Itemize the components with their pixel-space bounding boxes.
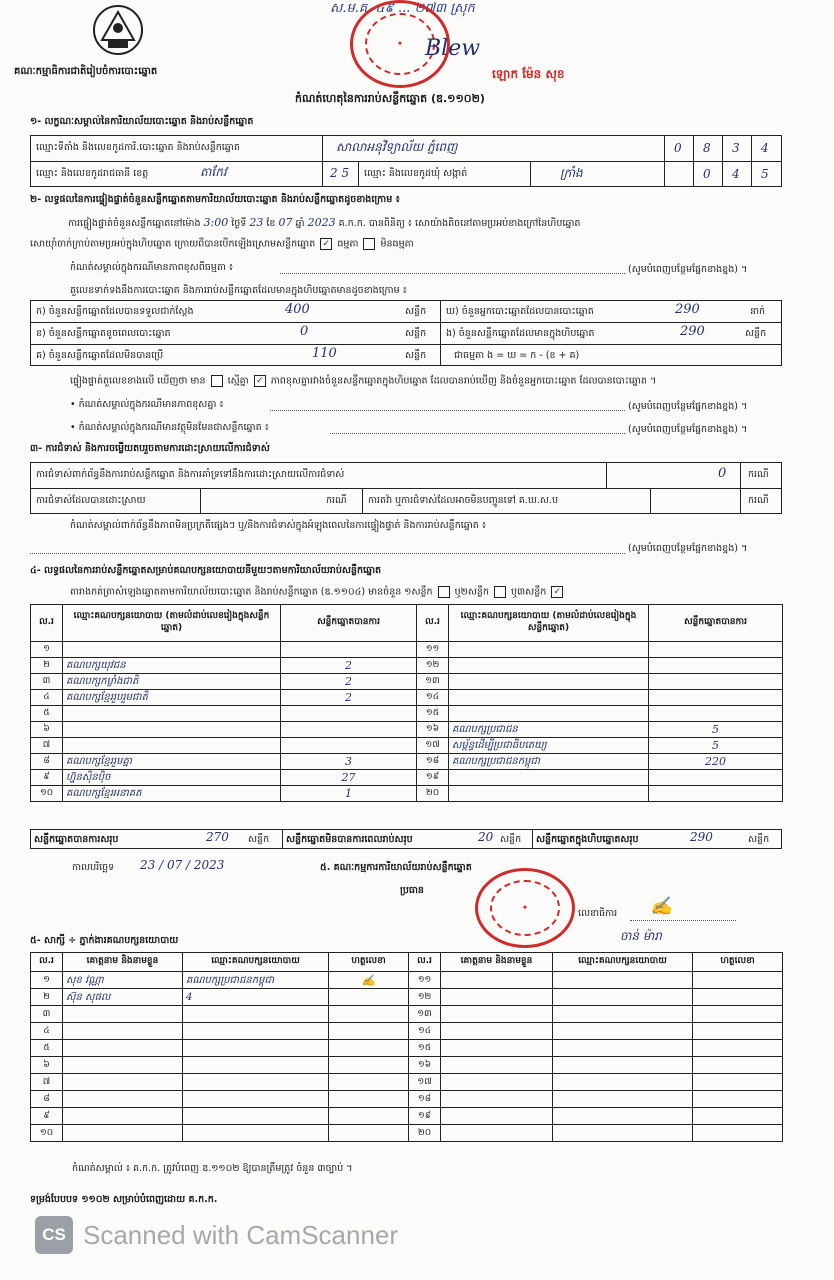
row-number: ២០ (417, 786, 449, 802)
row-number: ១១ (409, 972, 441, 989)
w-col-sign-left: ហត្ថលេខា (329, 953, 409, 972)
valid-votes (649, 658, 783, 674)
row-number: ១២ (417, 658, 449, 674)
total-valid-value: 270 (206, 830, 229, 844)
count-b-value: 0 (300, 324, 309, 339)
witness-party: 4 (183, 989, 329, 1006)
valid-votes (281, 722, 417, 738)
witness-name: ស៊ុន សុផល (63, 989, 183, 1006)
commune-digit-2: 4 (732, 167, 740, 181)
party-name: គណបក្សកម្លាំងជាតិ (63, 674, 281, 690)
witness-name (63, 1023, 183, 1040)
witness-party (553, 1074, 693, 1091)
row-number: ១៤ (409, 1023, 441, 1040)
count-e-value: 290 (680, 324, 705, 339)
camscanner-text: Scanned with CamScanner (83, 1219, 399, 1250)
objection-row1-value: 0 (718, 466, 727, 481)
valid-votes: 3 (281, 754, 417, 770)
witness-signature (693, 1091, 783, 1108)
table-row (31, 1006, 783, 1023)
valid-votes (649, 674, 783, 690)
valid-votes: 2 (281, 690, 417, 706)
row-number: ៧ (31, 738, 63, 754)
table-row (31, 1057, 783, 1074)
valid-votes (649, 690, 783, 706)
col-no-left: ល.រ (31, 605, 63, 642)
party-name: ហ្វ៊ុនស៊ិនប៉ិច (63, 770, 281, 786)
two-sheet-checkbox[interactable] (494, 586, 506, 598)
code-digit-1: 0 (674, 141, 682, 155)
witness-signature (693, 1108, 783, 1125)
witness-signature (329, 1006, 409, 1023)
valid-votes: 2 (281, 674, 417, 690)
valid-votes (649, 770, 783, 786)
party-name (63, 642, 281, 658)
party-name: សម្ព័ន្ធដើម្បីប្រជាធិបតេយ្យ (449, 738, 649, 754)
row-number: ១៤ (417, 690, 449, 706)
section5-note: កំណត់សម្គាល់ ៖ គ.ក.ក. ត្រូវបំពេញ ឌ.១១០២ ឱ្យបានត្រឹមត្រូវ ចំនួន ៣ច្បាប់ ។ (72, 1163, 353, 1174)
section2-intro: តួលេខទាក់ទងនឹងការបោះឆ្នោត និងការរាប់សន្លឹកឆ្នោតដែលមានក្នុងហិបឆ្នោតមានដូចខាងក្រោម ៖ (70, 285, 407, 296)
witness-party (553, 1091, 693, 1108)
row-number: ១៥ (409, 1040, 441, 1057)
row-number: ៤ (31, 690, 63, 706)
secretary-name: ចាន់ ម៉ារា (620, 929, 662, 943)
witness-name (441, 1057, 553, 1074)
three-sheet-checkbox[interactable]: ✓ (551, 586, 563, 598)
witness-name (63, 1057, 183, 1074)
w-col-no-right: ល.រ (409, 953, 441, 972)
table-row (31, 674, 783, 690)
valid-votes: 220 (649, 754, 783, 770)
row-number: ៤ (31, 1023, 63, 1040)
valid-votes (281, 738, 417, 754)
witness-name (441, 972, 553, 989)
section4-title: ៤- លទ្ធផលនៃការរាប់សន្លឹកឆ្នោតសម្រាប់គណបក្សនយោបាយនីមួយៗតាមការិយាល័យរាប់សន្លឹកឆ្នោត (30, 565, 382, 576)
table-row (31, 738, 783, 754)
witness-name (63, 1091, 183, 1108)
col-party-right: ឈ្មោះគណបក្សនយោបាយ (តាមលំដាប់លេខរៀងក្នុងសន្លឹកឆ្នោត) (449, 605, 649, 642)
witness-signature (329, 1091, 409, 1108)
witness-signature (329, 1040, 409, 1057)
section5-title: ៥- សាក្សី ÷ ភ្នាក់ងារគណបក្សនយោបាយ (30, 935, 179, 946)
witness-party (183, 1040, 329, 1057)
section2-line2: សោយ៉ាំចាក់ក្រាប់តាមប្រអប់ក្នុងហិបឆ្នោត ក្រោយពីបានបើកឡើងស្រោមសន្លឹកឆ្នោត ✓ ធម្មតា មិនធម្មតា (30, 238, 414, 250)
section2-title: ២- លទ្ធផលនៃការផ្ទៀងផ្ទាត់ចំនួនសន្លឹកឆ្នោតតាមការិយាល័យបោះឆ្នោត និងរាប់សន្លឹកឆ្នោតដូចខាងក្រោម ៖ (30, 194, 400, 205)
table-row (31, 770, 783, 786)
witness-name (441, 1091, 553, 1108)
witness-name: សុខ វណ្ណា (63, 972, 183, 989)
table-row (31, 1023, 783, 1040)
witness-signature (693, 1023, 783, 1040)
row-number: ១៥ (417, 706, 449, 722)
section2-fill-note: (សូមបំពេញបន្ថែមផ្នែកខាងខ្នង) ។ (628, 264, 748, 275)
witness-signature (329, 989, 409, 1006)
witness-name (441, 1006, 553, 1023)
province-code: 2 5 (330, 166, 350, 180)
witness-name (63, 1006, 183, 1023)
witness-name (441, 1074, 553, 1091)
camscanner-logo-icon: CS (35, 1216, 73, 1254)
table-row (31, 690, 783, 706)
valid-votes: 5 (649, 738, 783, 754)
bullet-object: • កំណត់សម្គាល់ក្នុងករណីមានវត្ថុមិនមែនជាសន្លឹកឆ្នោត ៖ (70, 422, 269, 433)
witness-name (441, 1125, 553, 1142)
code-digit-4: 4 (761, 141, 769, 155)
count-e-label: ង) ចំនួនសន្លឹកឆ្នោតដែលមានក្នុងហិបឆ្នោត (446, 328, 595, 339)
party-name (449, 770, 649, 786)
count-b-label: ខ) ចំនួនសន្លឹកឆ្នោតខូចពេលបោះឆ្នោត (36, 328, 171, 339)
col-party-left: ឈ្មោះគណបក្សនយោបាយ (តាមលំដាប់លេខរៀងក្នុងសន្លឹកឆ្នោត) (63, 605, 281, 642)
row-number: ៩ (31, 770, 63, 786)
witness-signature (693, 1006, 783, 1023)
table-row (31, 1108, 783, 1125)
row-number: ១៨ (417, 754, 449, 770)
table-row (31, 989, 783, 1006)
party-name (449, 658, 649, 674)
top-handwriting: ស.ម.គ. ៤៩ ... ២៧៣ ស្រុក (330, 1, 475, 16)
witness-name (441, 1040, 553, 1057)
row-number: ១៩ (417, 770, 449, 786)
witness-signature (329, 1023, 409, 1040)
secretary-label: លេខាធិការ (578, 908, 618, 919)
witness-party (183, 1125, 329, 1142)
row-number: ១ (31, 972, 63, 989)
w-col-name-left: គោត្តនាម និងនាមខ្លួន (63, 953, 183, 972)
witness-party (553, 989, 693, 1006)
section1-row1-label: ឈ្មោះទីតាំង និងលេខកូដការិ.បោះឆ្នោត និងរាប់សន្លឹកឆ្នោត (36, 142, 240, 153)
witness-name (441, 1023, 553, 1040)
valid-votes (649, 706, 783, 722)
table-row (31, 1125, 783, 1142)
table-row (31, 1091, 783, 1108)
witness-name (63, 1125, 183, 1142)
signature: Blew (425, 36, 481, 61)
total-valid-label: សន្លឹកឆ្នោតបានការសរុប (34, 834, 119, 845)
nec-emblem-icon (90, 2, 146, 58)
total-invalid-value: 20 (478, 830, 494, 844)
party-name (449, 706, 649, 722)
witness-party (553, 1108, 693, 1125)
valid-votes (649, 642, 783, 658)
table-row (31, 1074, 783, 1091)
party-name: គណបក្សយុវជន (63, 658, 281, 674)
row-number: ៨ (31, 1091, 63, 1108)
compare-line: ផ្ទៀងផ្ទាត់តួលេខខាងលើ ឃើញថា មាន ស្មើគ្នា ✓ ភាពខុសគ្នារវាងចំនួនសន្លឹកឆ្នោតក្នុងហិបឆ្នោត ដែលបានរាប់ឃើញ និងចំនួនអ្នកបោះឆ្នោត ដែលបានបោះឆ្នោត ។ (70, 375, 657, 387)
witness-party (553, 1057, 693, 1074)
witness-name (63, 1108, 183, 1125)
row-number: ១៣ (409, 1006, 441, 1023)
normal-checkbox[interactable]: ✓ (320, 238, 332, 250)
row-number: ១១ (417, 642, 449, 658)
votes-table (30, 604, 783, 802)
count-c-value: 110 (312, 346, 337, 361)
col-votes-right: សន្លឹកឆ្នោតបានការ (649, 605, 783, 642)
valid-votes (281, 642, 417, 658)
party-name: គណបក្សខ្មែររួមគ្នា (63, 754, 281, 770)
witness-signature (693, 972, 783, 989)
made-on-label: កាលបរិច្ឆេទ (72, 862, 115, 873)
party-name (449, 642, 649, 658)
objection-row1-label: ការជំទាស់ពាក់ព័ន្ធនឹងការរាប់សន្លឹកឆ្នោត និងការគាំទ្រទៅនឹងការដោះស្រាយលើការជំទាស់ (36, 469, 345, 480)
code-digit-3: 3 (732, 141, 740, 155)
commune-name: ក្រាំង (560, 166, 583, 180)
witness-name (441, 989, 553, 1006)
count-day: 23 (249, 216, 264, 229)
stamp-name: ឡោក ម៉ែន សុខ (492, 67, 565, 81)
province-name: តាកែវ (200, 165, 227, 179)
row-number: ៥ (31, 706, 63, 722)
commune-label: ឈ្មោះ និងលេខកូដឃុំ សង្កាត់ (364, 168, 468, 179)
party-name (63, 722, 281, 738)
table-row (31, 786, 783, 802)
compare-yes-checkbox[interactable] (211, 375, 223, 387)
row-number: ១៧ (417, 738, 449, 754)
count-d-label: ឃ) ចំនួនអ្នកបោះឆ្នោតដែលបានបោះឆ្នោត (446, 306, 594, 317)
party-name: គណបក្សខ្មែររួបរួមជាតិ (63, 690, 281, 706)
witness-signature (329, 1057, 409, 1074)
row-number: ១៩ (409, 1108, 441, 1125)
row-number: ១៦ (417, 722, 449, 738)
w-col-name-right: គោត្តនាម និងនាមខ្លួន (441, 953, 553, 972)
section2-line1: ការផ្ទៀងផ្ទាត់ចំនួនសន្លឹកឆ្នោតនៅម៉ោង 3:00 ថ្ងៃទី 23 ខែ 07 ឆ្នាំ 2023 គ.ក.ក. បានពិនិត្យ ៖ សោយ៉ាងតិចនៅតាមប្រអប់ខាងក្រៅនៃហិបឆ្នោត (68, 216, 581, 229)
row-number: ១២ (409, 989, 441, 1006)
witness-signature (693, 1057, 783, 1074)
witness-party (553, 972, 693, 989)
witness-signature (693, 989, 783, 1006)
w-col-no-left: ល.រ (31, 953, 63, 972)
row-number: ៦ (31, 722, 63, 738)
total-box-label: សន្លឹកឆ្នោតក្នុងហិបឆ្នោតសរុប (536, 834, 639, 845)
section2-note-label: កំណត់សម្គាល់ក្នុងករណីមានភាពខុសពីធម្មតា ៖ (70, 262, 234, 273)
total-box-value: 290 (690, 830, 713, 844)
row-number: ១៦ (409, 1057, 441, 1074)
official-stamp-bottom: ✦ (475, 868, 575, 948)
row-number: ២ (31, 989, 63, 1006)
row-number: ១០ (31, 786, 63, 802)
valid-votes: 5 (649, 722, 783, 738)
row-number: ៣ (31, 674, 63, 690)
valid-votes: 2 (281, 658, 417, 674)
objection-note: កំណត់សម្គាល់ពាក់ព័ន្ធនឹងភាពមិនប្រក្រតីផ្សេងៗ ឬ/និងការជំទាស់ក្នុងអំឡុងពេលនៃការផ្ទៀងផ្ទាត់ និងការរាប់សន្លឹកឆ្នោត ៖ (70, 520, 487, 531)
official-stamp-top: ✦ (350, 0, 450, 88)
row-number: ១ (31, 642, 63, 658)
witness-name (63, 1040, 183, 1057)
witness-signature (329, 1108, 409, 1125)
total-invalid-label: សន្លឹកឆ្នោតមិនបានការពេលរាប់សរុប (286, 834, 413, 845)
party-name (449, 690, 649, 706)
witness-party (553, 1023, 693, 1040)
witness-name (63, 1074, 183, 1091)
row-number: ៩ (31, 1108, 63, 1125)
witness-signature (693, 1040, 783, 1057)
row-number: ១៨ (409, 1091, 441, 1108)
objection-forward-label: ការតវ៉ា ឬការជំទាស់ដែលអាចមិនបញ្ជូនទៅ គ.ឃ.ស.ប (368, 495, 558, 506)
witness-party: គណបក្សប្រជាជនកម្ពុជា (183, 972, 329, 989)
party-name (449, 674, 649, 690)
witness-party (553, 1040, 693, 1057)
witness-signature: ✍ (329, 972, 409, 989)
witness-signature (329, 1125, 409, 1142)
row-number: ២០ (409, 1125, 441, 1142)
attach-line: តារាងកត់ត្រាសំឡេងឆ្នោតតាមការិយាល័យបោះឆ្នោត និងរាប់សន្លឹកឆ្នោត (ឌ.១១០៤) មានចំនួន ១សន្លឹក ឬ២សន្លឹក ឬ៣សន្លឹក ✓ (70, 586, 565, 598)
witness-party (183, 1091, 329, 1108)
valid-votes: 27 (281, 770, 417, 786)
witness-party (183, 1108, 329, 1125)
witness-table (30, 952, 783, 1142)
witness-party (183, 1074, 329, 1091)
col-votes-left: សន្លឹកឆ្នោតបានការ (281, 605, 417, 642)
commune-digit-1: 0 (703, 167, 711, 181)
w-col-sign-right: ហត្ថលេខា (693, 953, 783, 972)
witness-party (183, 1006, 329, 1023)
row-number: ១៣ (417, 674, 449, 690)
count-year: 2023 (307, 216, 336, 229)
party-name: គណបក្សប្រជាជនកម្ពុជា (449, 754, 649, 770)
table-row (31, 972, 783, 989)
party-name (63, 738, 281, 754)
form-note: ទម្រង់បែបបទ ១១០២ សម្រាប់បំពេញដោយ គ.ក.ក. (30, 1194, 218, 1205)
row-number: ២ (31, 658, 63, 674)
made-on-date: 23 / 07 / 2023 (140, 858, 225, 872)
table-row (31, 754, 783, 770)
witness-party (553, 1006, 693, 1023)
commission-label: ៥. គណៈកម្មការការិយាល័យរាប់សន្លឹកឆ្នោត (320, 862, 472, 873)
section1-row1-value: សាលាអនុវិទ្យាល័យ ភ្នំពេញ (336, 140, 458, 154)
valid-votes (649, 786, 783, 802)
table-row (31, 706, 783, 722)
table-row (31, 722, 783, 738)
abnormal-checkbox[interactable] (363, 238, 375, 250)
section1-title: ១- លក្ខណៈសម្គាល់នៃការិយាល័យបោះឆ្នោត និងរាប់សន្លឹកឆ្នោត (30, 116, 254, 127)
committee-name: គណៈកម្មាធិការជាតិរៀបចំការបោះឆ្នោត (14, 66, 158, 77)
count-a-label: ក) ចំនួនសន្លឹកឆ្នោតដែលបានទទួលជាក់ស្តែង (36, 306, 194, 317)
row-number: ៨ (31, 754, 63, 770)
one-sheet-checkbox[interactable] (438, 586, 450, 598)
row-number: ៧ (31, 1074, 63, 1091)
bullet-diff: • កំណត់សម្គាល់ក្នុងករណីមានភាពខុសគ្នា ៖ (70, 399, 224, 410)
witness-signature (329, 1074, 409, 1091)
row-number: ៣ (31, 1006, 63, 1023)
form-title: កំណត់ហេតុនៃការរាប់សន្លឹកឆ្នោត (ឌ.១១០២) (295, 92, 485, 105)
valid-votes (281, 706, 417, 722)
count-month: 07 (278, 216, 293, 229)
w-col-party-right: ឈ្មោះគណបក្សនយោបាយ (553, 953, 693, 972)
row-number: ៥ (31, 1040, 63, 1057)
witness-name (441, 1108, 553, 1125)
table-row (31, 1040, 783, 1057)
row-number: ១៧ (409, 1074, 441, 1091)
col-no-right: ល.រ (417, 605, 449, 642)
w-col-party-left: ឈ្មោះគណបក្សនយោបាយ (183, 953, 329, 972)
party-name (63, 706, 281, 722)
row-number: ១០ (31, 1125, 63, 1142)
table-row (31, 658, 783, 674)
witness-signature (693, 1074, 783, 1091)
section1-row2-label: ឈ្មោះ និងលេខកូដរាជធានី ខេត្ត (36, 168, 149, 179)
document-page: គណៈកម្មាធិការជាតិរៀបចំការបោះឆ្នោត ស.ម.គ. ៤៩ ... ២៧៣ ស្រុក ✦ Blew ឡោក ម៉ែន សុខ កំណត់ហេតុនៃការរាប់សន្លឹកឆ្នោត (ឌ.១១០២) ១- លក្ខណៈសម្គាល់នៃការិយាល័យបោះឆ្នោត និងរាប់សន្លឹកឆ្នោត ឈ្មោះទីតាំង និងលេខកូដការិ.បោះឆ្នោត និងរាប់សន្លឹកឆ្នោត សាលាអនុវិទ្យាល័យ ភ្នំពេញ 0 8 3 4 ឈ្មោះ និងលេខកូដរាជធានី ខេត្ត តាកែវ 2 5 ឈ្មោះ និងលេខកូដឃុំ សង្កាត់ ក្រាំង 0 4 5 ២- លទ្ធផលនៃការផ្ទៀងផ្ទាត់ចំនួនសន្លឹកឆ្នោតតាមការិយាល័យបោះឆ្នោត និងរាប់សន្លឹកឆ្នោតដូចខាងក្រោម ៖ ការផ្ទៀងផ្ទាត់ចំនួនសន្លឹកឆ្នោតនៅម៉ោង 3:00 ថ្ងៃទី 23 ខែ 07 ឆ្នាំ 2023 គ.ក.ក. បានពិនិត្យ ៖ សោយ៉ាងតិចនៅតាមប្រអប់ខាងក្រៅនៃហិបឆ្នោត សោយ៉ាំចាក់ក្រាប់តាមប្រអប់ក្នុងហិបឆ្នោត ក្រោយពីបានបើកឡើងស្រោមសន្លឹកឆ្នោត ✓ ធម្មតា មិនធម្មតា កំណត់សម្គាល់ក្នុងករណីមានភាពខុសពីធម្មតា ៖ (សូមបំពេញបន្ថែមផ្នែកខាងខ្នង) ។ តួលេខទាក់ទងនឹងការបោះឆ្នោត និងការរាប់សន្លឹកឆ្នោតដែលមានក្នុងហិបឆ្នោតមានដូចខាងក្រោម ៖ ក) ចំនួនសន្លឹកឆ្នោតដែលបានទទួលជាក់ស្តែង 400 សន្លឹក ឃ) ចំនួនអ្នកបោះឆ្នោតដែលបានបោះឆ្នោត 290 នាក់ ខ) ចំនួនសន្លឹកឆ្នោតខូចពេលបោះឆ្នោត 0 សន្លឹក ង) ចំនួនសន្លឹកឆ្នោតដែលមានក្នុងហិបឆ្នោត 290 សន្លឹក គ) ចំនួនសន្លឹកឆ្នោតដែលមិនបានប្រើ 110 សន្លឹក ជាធម្មតា ង = ឃ = ក - (ខ + គ) ផ្ទៀងផ្ទាត់តួលេខខាងលើ ឃើញថា មាន ស្មើគ្នា ✓ ភាពខុសគ្នារវាងចំនួនសន្លឹកឆ្នោតក្នុងហិបឆ្នោត ដែលបានរាប់ឃើញ និងចំនួនអ្នកបោះឆ្នោត ដែលបានបោះឆ្នោត ។ • កំណត់សម្គាល់ក្នុងករណីមានភាពខុសគ្នា ៖ (សូមបំពេញបន្ថែមផ្នែកខាងខ្នង) ។ • កំណត់សម្គាល់ក្នុងករណីមានវត្ថុមិនមែនជាសន្លឹកឆ្នោត ៖ (សូមបំពេញបន្ថែមផ្នែកខាងខ្នង) ។ ៣- ការជំទាស់ និងការចម្លើយតបរួចតាមការដោះស្រាយលើការជំទាស់ ការជំទាស់ពាក់ព័ន្ធនឹងការរាប់សន្លឹកឆ្នោត និងការគាំទ្រទៅនឹងការដោះស្រាយលើការជំទាស់ 0 ករណី ការជំទាស់ដែលបានដោះស្រាយ ករណី ការតវ៉ា ឬការជំទាស់ដែលអាចមិនបញ្ជូនទៅ គ.ឃ.ស.ប ករណី កំណត់សម្គាល់ពាក់ព័ន្ធនឹងភាពមិនប្រក្រតីផ្សេងៗ ឬ/និងការជំទាស់ក្នុងអំឡុងពេលនៃការផ្ទៀងផ្ទាត់ និងការរាប់សន្លឹកឆ្នោត ៖ (សូមបំពេញបន្ថែមផ្នែកខាងខ្នង) ។ ៤- លទ្ធផលនៃការរាប់សន្លឹកឆ្នោតសម្រាប់គណបក្សនយោបាយនីមួយៗតាមការិយាល័យរាប់សន្លឹកឆ្នោត តារាងកត់ត្រាសំឡេងឆ្នោតតាមការិយាល័យបោះឆ្នោត និងរាប់សន្លឹកឆ្នោត (ឌ.១១០៤) មានចំនួន ១សន្លឹក ឬ២សន្លឹក ឬ៣សន្លឹក ✓ ល.រ ឈ្មោះគណបក្សនយោបាយ (តាមលំដាប់លេខរៀងក្នុងសន្លឹកឆ្នោត) សន្លឹកឆ្នោតបានការ ល.រ ឈ្មោះគណបក្សនយោបាយ (តាមលំដាប់លេខរៀងក្នុងសន្លឹកឆ្នោត) សន្លឹកឆ្នោតបានការ ១ ១១ ២ គណបក្សយុវជន 2 ១២ ៣ គណបក្សកម្លាំងជាតិ 2 ១៣ ៤ គណបក្សខ្មែររួបរួមជាតិ 2 ១៤ ៥ ១៥ ៦ ១៦ គណបក្សប្រជាជន 5 ៧ ១៧ សម្ព័ន្ធដើម្បីប្រជាធិបតេយ្យ 5 ៨ គណបក្សខ្មែររួមគ្នា 3 ១៨ គណបក្សប្រជាជនកម្ពុជា 220 ៩ ហ្វ៊ុនស៊ិនប៉ិច 27 ១៩ ១០ គណបក្សខ្មែរអនាគត 1 ២០ សន្លឹកឆ្នោតបានការសរុប 270 សន្លឹក សន្លឹកឆ្នោតមិនបានការពេលរាប់សរុប 20 សន្លឹក សន្លឹកឆ្នោតក្នុងហិបឆ្នោតសរុប 290 សន្លឹក កាលបរិច្ឆេទ 23 / 07 / 2023 ៥. គណៈកម្មការការិយាល័យរាប់សន្លឹកឆ្នោត ប្រធាន ✦ លេខាធិការ ✍ ចាន់ ម៉ារា ៥- សាក្សី ÷ ភ្នាក់ងារគណបក្សនយោបាយ ល.រ គោត្តនាម និងនាមខ្លួន ឈ្មោះគណបក្សនយោបាយ ហត្ថលេខា ល.រ គោត្តនាម និងនាមខ្លួន ឈ្មោះគណបក្សនយោបាយ ហត្ថលេខា ១ សុខ វណ្ណា គណបក្សប្រជាជនកម្ពុជា ✍ ១១ ២ ស៊ុន សុផល 4 ១២ ៣ ១៣ ៤ ១៤ ៥ ១៥ ៦ ១៦ ៧ ១៧ ៨ ១៨ ៩ ១៩ ១០ ២០ កំណត់សម្គាល់ ៖ គ.ក.ក. ត្រូវបំពេញ ឌ.១១០២ ឱ្យបានត្រឹមត្រូវ ចំនួន ៣ច្បាប់ ។ ទម្រង់បែបបទ ១១០២ សម្រាប់បំពេញដោយ គ.ក.ក. CS Scanned with CamScanner (0, 0, 834, 1280)
code-digit-2: 8 (703, 141, 711, 155)
party-name: គណបក្សប្រជាជន (449, 722, 649, 738)
count-time: 3:00 (203, 216, 229, 229)
chair-label: ប្រធាន (400, 885, 424, 896)
commune-digit-3: 5 (761, 167, 769, 181)
valid-votes: 1 (281, 786, 417, 802)
witness-party (553, 1125, 693, 1142)
row-number: ៦ (31, 1057, 63, 1074)
party-name: គណបក្សខ្មែរអនាគត (63, 786, 281, 802)
count-a-value: 400 (285, 302, 310, 317)
camscanner-watermark (35, 1216, 398, 1254)
secretary-signature: ✍ (650, 896, 673, 917)
witness-signature (693, 1125, 783, 1142)
table-row (31, 642, 783, 658)
count-c-label: គ) ចំនួនសន្លឹកឆ្នោតដែលមិនបានប្រើ (36, 350, 164, 361)
compare-diff-checkbox[interactable]: ✓ (254, 375, 266, 387)
objection-resolved-label: ការជំទាស់ដែលបានដោះស្រាយ (36, 495, 146, 506)
section3-title: ៣- ការជំទាស់ និងការចម្លើយតបរួចតាមការដោះស្រាយលើការជំទាស់ (30, 443, 270, 454)
count-formula: ជាធម្មតា ង = ឃ = ក - (ខ + គ) (454, 350, 580, 361)
witness-party (183, 1023, 329, 1040)
witness-party (183, 1057, 329, 1074)
count-d-value: 290 (675, 302, 700, 317)
party-name (449, 786, 649, 802)
